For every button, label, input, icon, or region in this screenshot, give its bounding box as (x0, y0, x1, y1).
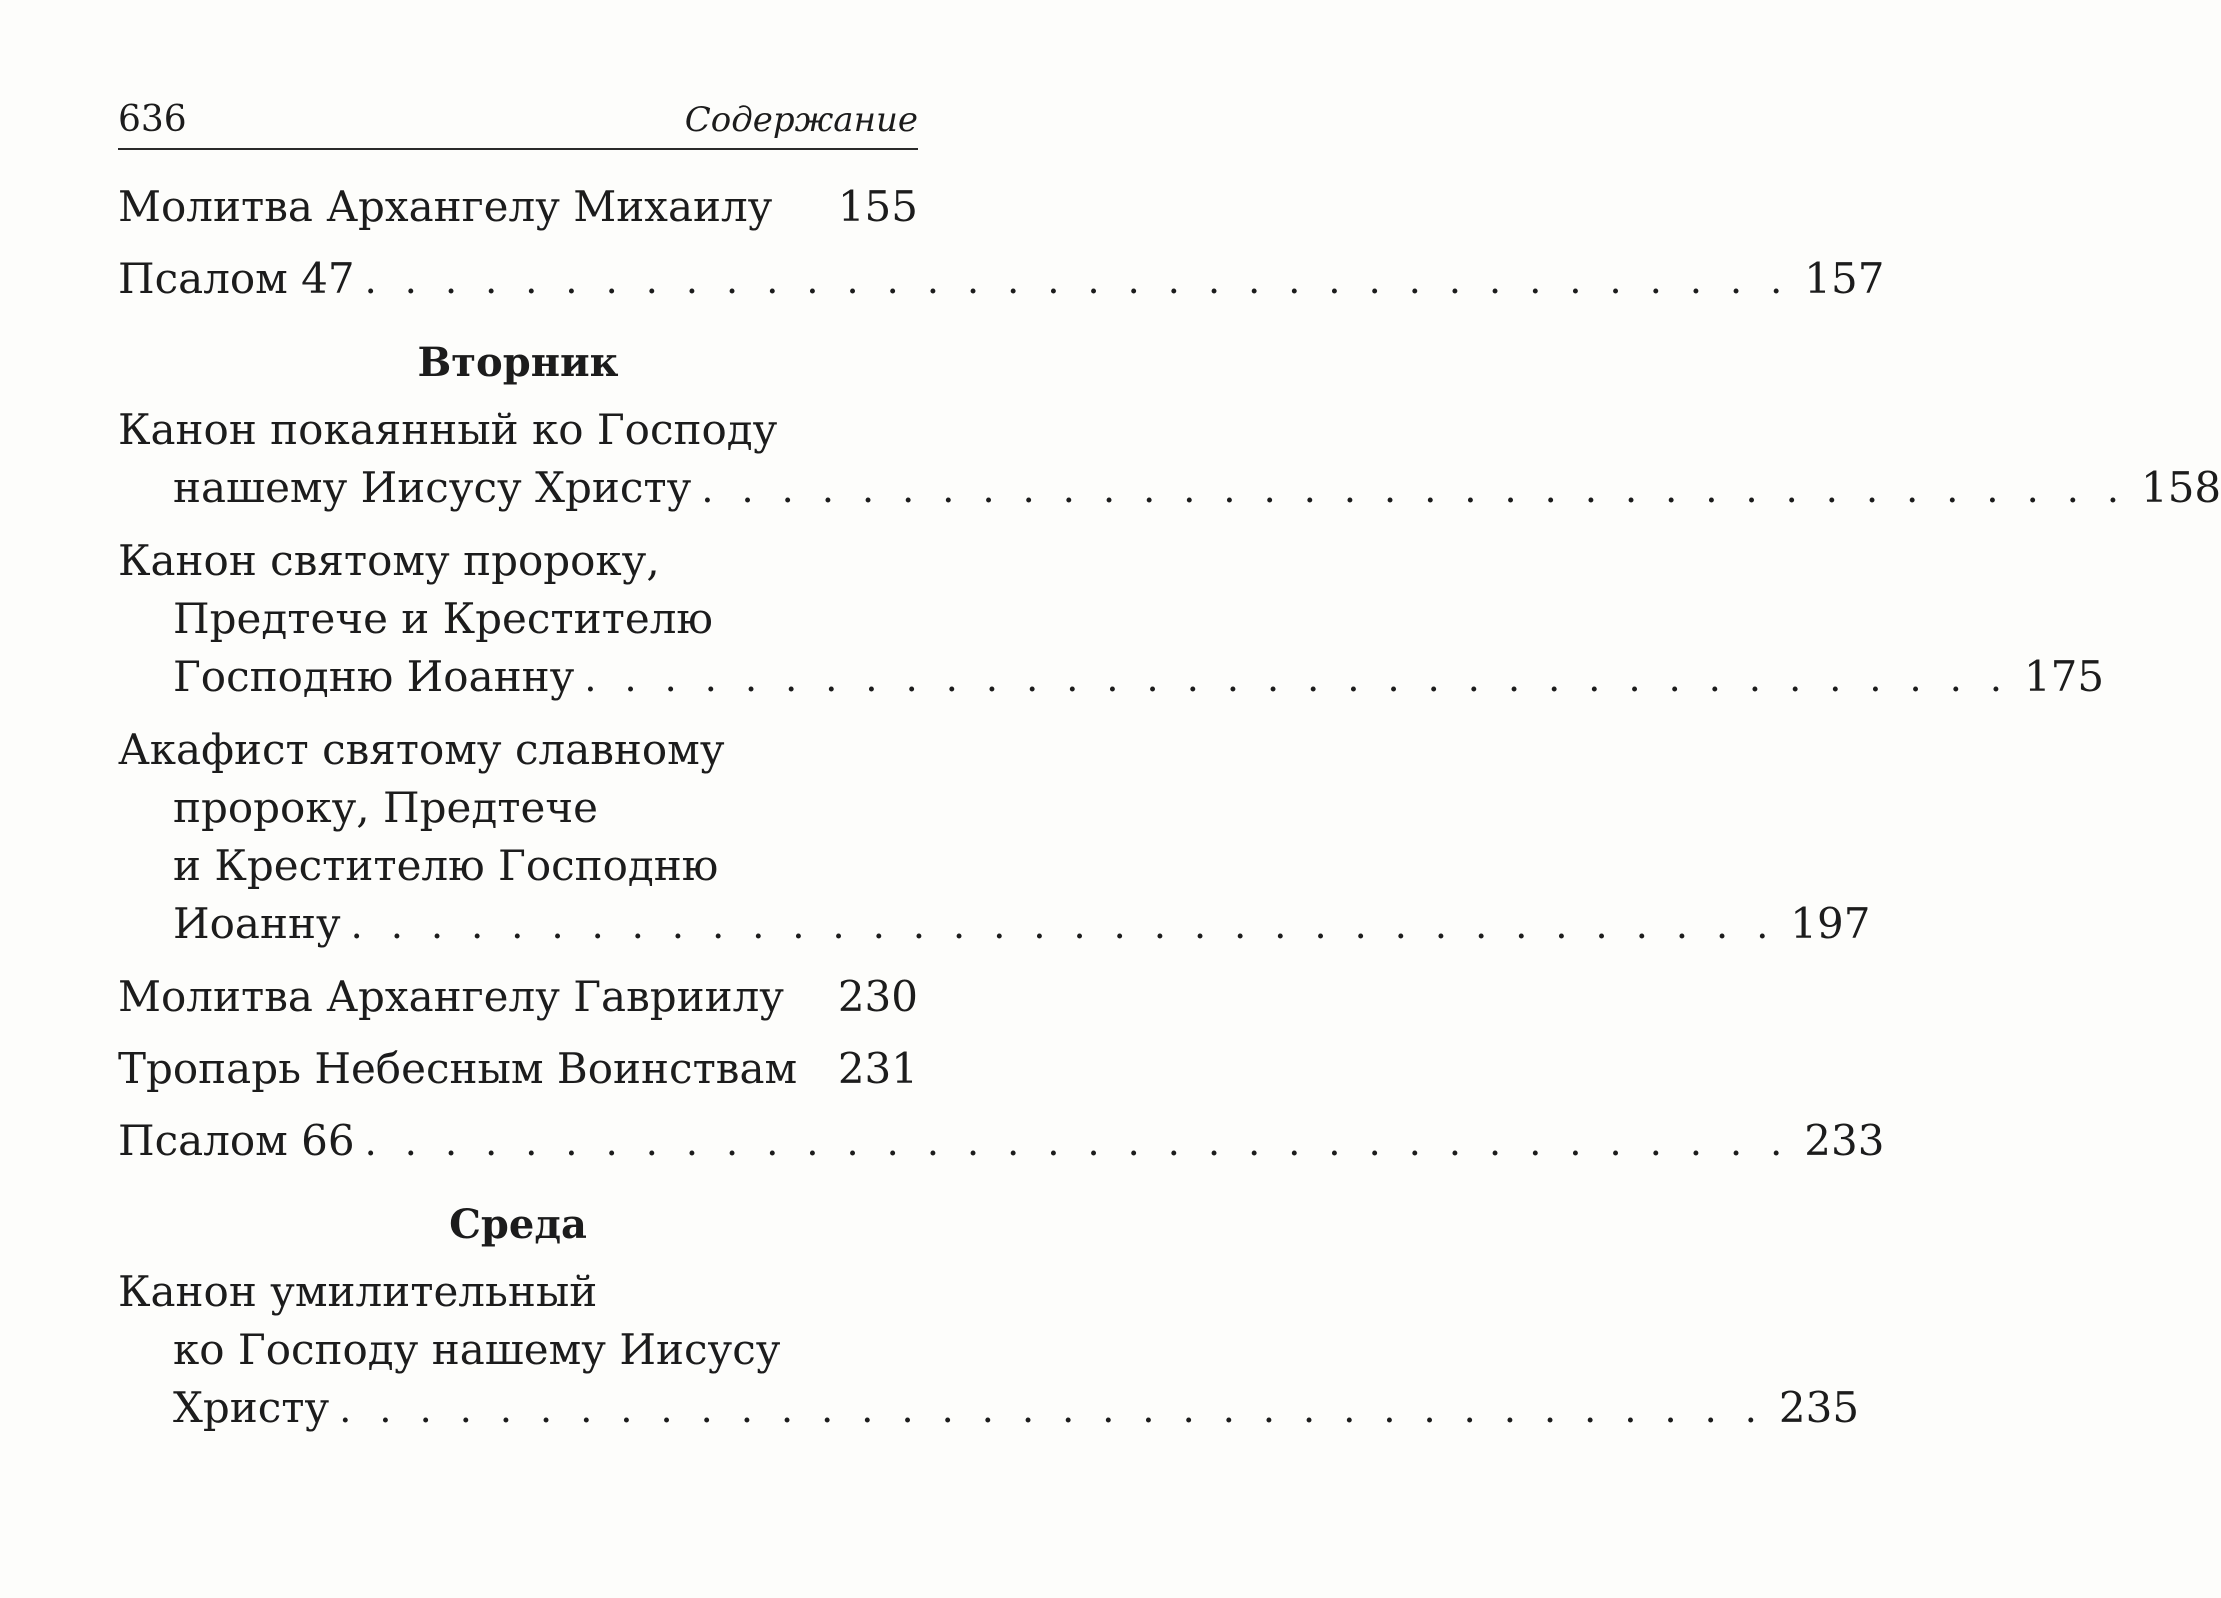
toc-entry-title-line: Господню Иоанну (173, 652, 575, 701)
toc-page-number: 158 (2140, 463, 2221, 512)
book-page (118, 0, 2221, 1598)
toc-entry-title-line: Молитва Архангелу Гавриилу (118, 972, 785, 1021)
toc-entry-title-line: Канон покаянный ко Господу (118, 405, 778, 454)
dot-leader: . . . . . . . . . . . . . . . . . . . . . . . . . . . . . . . . . . . . (339, 1387, 1765, 1431)
toc-entry[interactable] (118, 178, 918, 236)
dot-leader: . . . . . . . . . . . . . . . . . . . . . . . . . . . . . . . . . . . . (350, 903, 1777, 947)
toc-section-heading: Вторник (417, 339, 619, 386)
toc-entry[interactable] (118, 401, 2221, 518)
toc-entry-final-line (118, 968, 918, 1026)
toc-page-number: 235 (1778, 1383, 1860, 1432)
toc-entry-final-line (118, 1112, 1885, 1171)
toc-page-number: 230 (837, 972, 918, 1021)
toc-entry[interactable] (118, 968, 918, 1026)
toc-entry-title-line: пророку, Предтече (173, 783, 598, 832)
toc-entry-final-line (118, 459, 2221, 518)
toc-entry-title-line: Канон умилительный (118, 1267, 598, 1316)
toc-entry-title-line: нашему Иисусу Христу (173, 463, 692, 512)
toc-entry-title-line: Псалом 47 (118, 254, 355, 303)
toc-entry[interactable] (118, 1112, 1885, 1171)
toc-entry[interactable] (118, 1263, 1860, 1438)
toc-entry-title-line: Молитва Архангелу Михаилу (118, 182, 773, 231)
toc-entry-title-line: Иоанну (173, 899, 341, 948)
toc-entry[interactable] (118, 250, 1885, 309)
toc-entry[interactable] (118, 721, 1871, 954)
toc-entry-title-line: Псалом 66 (118, 1116, 355, 1165)
toc-entry-title-line: Предтече и Крестителю (173, 594, 713, 643)
running-section-title: Содержание (684, 100, 918, 140)
toc-page-number: 175 (2023, 652, 2105, 701)
table-of-contents (118, 178, 2221, 1452)
toc-entry-title-line: Акафист святому славному (118, 725, 725, 774)
page-number: 636 (118, 99, 187, 140)
dot-leader: . . . . . . . . . . . . . . . . . . . . . . . . . . . . . . . . . . . . (584, 656, 2010, 700)
toc-entry-title-line: и Крестителю Господню (173, 841, 719, 890)
toc-entry[interactable] (118, 1040, 918, 1098)
toc-entry-final-line (118, 1379, 1860, 1438)
toc-entry[interactable] (118, 532, 2105, 707)
toc-page-number: 233 (1804, 1116, 1885, 1165)
toc-entry-final-line (118, 250, 1885, 309)
toc-entry-final-line (118, 178, 918, 236)
toc-page-number: 157 (1804, 254, 1885, 303)
dot-leader: . . . . . . . . . . . . . . . . . . . . . . . . . . . . . . . . . . . . (364, 1120, 1791, 1164)
toc-entry-final-line (118, 895, 1871, 954)
running-head (118, 98, 918, 150)
toc-page-number: 197 (1790, 899, 1871, 948)
toc-entry-title-line: Тропарь Небесным Воинствам (118, 1044, 798, 1093)
toc-entry-final-line (118, 648, 2105, 707)
toc-entry-title-line: Канон святому пророку, (118, 536, 660, 585)
dot-leader: . . . . . . . . . . . . . . . . . . . . . . . . . . . . . . . . . . . . (364, 258, 1791, 302)
toc-page-number: 231 (837, 1044, 918, 1093)
toc-entry-final-line (118, 1040, 918, 1098)
toc-section-heading: Среда (449, 1201, 587, 1248)
toc-entry-title-line: Христу (173, 1383, 330, 1432)
dot-leader: . . . . . . . . . . . . . . . . . . . . . . . . . . . . . . . . . . . . (701, 467, 2127, 511)
toc-entry-title-line: ко Господу нашему Иисусу (173, 1325, 781, 1374)
toc-page-number: 155 (837, 182, 918, 231)
